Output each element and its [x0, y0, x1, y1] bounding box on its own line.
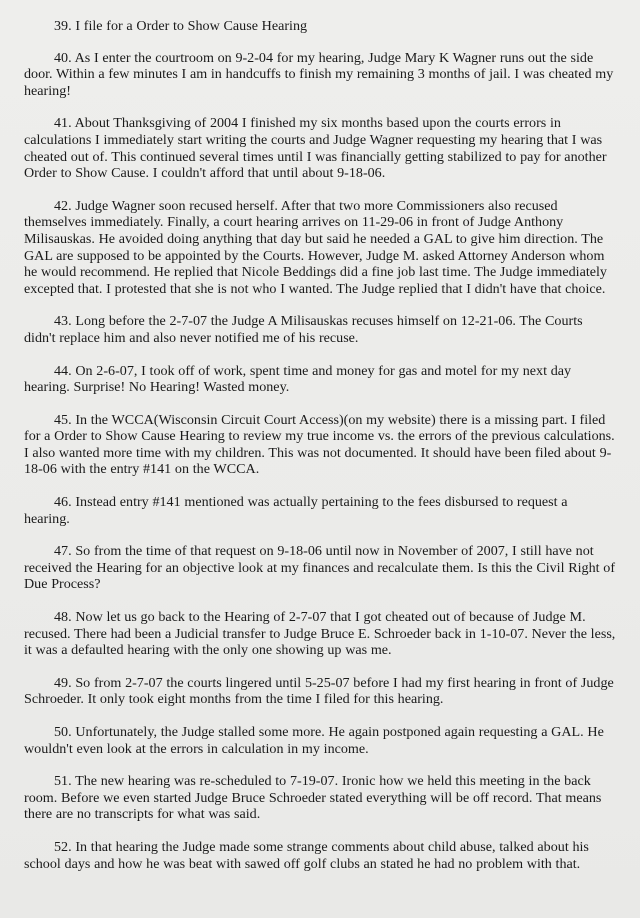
paragraph-39-text: 39. I file for a Order to Show Cause Hearing	[54, 18, 308, 34]
paragraph-45	[24, 412, 616, 478]
paragraph-49-text: 49. So from 2-7-07 the courts lingered until 5-25-07 before I had my first hearing in front of Judge Schroeder. It only took eight months from the time I filed for this hearing.	[24, 674, 614, 708]
paragraph-43	[24, 313, 616, 346]
paragraph-41	[24, 115, 616, 181]
paragraph-42	[24, 198, 616, 298]
paragraph-45-text: 45. In the WCCA(Wisconsin Circuit Court Access)(on my website) there is a missing part. I filed for a Order to Show Cause Hearing to review my true income vs. the errors of the previous calculations. I also wanted more time with my children. This was not documented. It should have been filed about 9-18-06 with the entry #141 on the WCCA.	[24, 411, 615, 478]
paragraph-50-text: 50. Unfortunately, the Judge stalled some more. He again postponed again requesting a GAL. He wouldn't even look at the errors in calculation in my income.	[24, 724, 604, 757]
paragraph-47	[24, 543, 616, 593]
paragraph-40	[24, 50, 616, 100]
paragraph-51	[24, 773, 616, 823]
paragraph-52	[24, 839, 616, 872]
paragraph-46	[24, 494, 616, 527]
paragraph-39	[24, 18, 616, 35]
paragraph-47-text: 47. So from the time of that request on 9-18-06 until now in November of 2007, I still have not received the Hearing for an objective look at my finances and recalculate them. Is this the Civil Right of Due Process?	[24, 543, 616, 593]
paragraph-44	[24, 363, 616, 396]
paragraph-49	[24, 675, 616, 708]
paragraph-52-text: 52. In that hearing the Judge made some strange comments about child abuse, talked about his school days and how he was beat with sawed off golf clubs an stated he had no problem with that.	[24, 838, 589, 872]
paragraph-46-text: 46. Instead entry #141 mentioned was actually pertaining to the fees disbursed to request a hearing.	[24, 494, 568, 527]
paragraph-48-text: 48. Now let us go back to the Hearing of 2-7-07 that I got cheated out of because of Judge M. recused. There had been a Judicial transfer to Judge Bruce E. Schroeder back in 1-10-07. Never the less, it was a defaulted hearing with the only one showing up was me.	[24, 609, 616, 659]
paragraph-48	[24, 609, 616, 659]
paragraph-44-text: 44. On 2-6-07, I took off of work, spent time and money for gas and motel for my next day hearing. Surprise! No Hearing! Wasted money.	[24, 362, 572, 396]
paragraph-42-text: 42. Judge Wagner soon recused herself. After that two more Commissioners also recused themselves immediately. Finally, a court hearing arrives on 11-29-06 in front of Judge Anthony Milisauskas. He avoided doing anything that day but said he needed a GAL to give him direction. The GAL are supposed to be appointed by the Courts. However, Judge M. asked Attorney Anderson whom he would recommend. He replied that Nicole Beddings did a fine job last time. The Judge immediately excepted that. I protested that she is not who I wanted. The Judge replied that I didn't have that choice.	[24, 197, 607, 297]
paragraph-40-text: 40. As I enter the courtroom on 9-2-04 for my hearing, Judge Mary K Wagner runs out the side door. Within a few minutes I am in handcuffs to finish my remaining 3 months of jail. I was cheated my hearing!	[24, 49, 614, 99]
paragraph-51-text: 51. The new hearing was re-scheduled to 7-19-07. Ironic how we held this meeting in the back room. Before we even started Judge Bruce Schroeder stated everything will be off record. That means there are no transcripts for what was said.	[24, 773, 602, 823]
paragraph-43-text: 43. Long before the 2-7-07 the Judge A Milisauskas recuses himself on 12-21-06. The Courts didn't replace him and also never notified me of his recuse.	[24, 313, 583, 346]
paragraph-50	[24, 724, 616, 757]
paragraph-41-text: 41. About Thanksgiving of 2004 I finished my six months based upon the courts errors in calculations I immediately start writing the courts and Judge Wagner requesting my hearing that I was cheated out of. This continued several times until I was financially getting stabilized to pay for another Order to Show Cause. I couldn't afford that until about 9-18-06.	[24, 115, 607, 182]
